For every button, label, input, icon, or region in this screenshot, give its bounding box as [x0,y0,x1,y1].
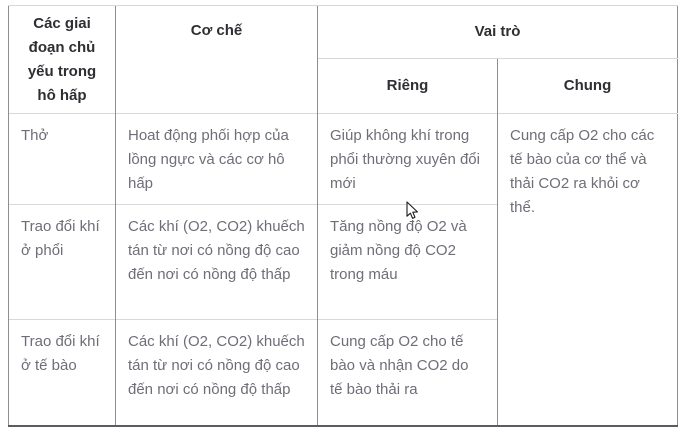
table-row-breathing [9,114,678,205]
cell-role-specific-breathing: Giúp không khí trong phổi thường xuyên đổi mới [318,114,498,205]
respiration-table [8,5,678,427]
header-role-specific: Riêng [318,59,498,114]
cell-role-specific-lung-exchange: Tăng nồng độ O2 và giảm nồng độ CO2 trong máu [318,205,498,320]
cell-stage-cell-exchange: Trao đổi khí ở tế bào [9,320,116,426]
cell-mechanism-lung-exchange: Các khí (O2, CO2) khuếch tán từ nơi có nồng độ cao đến nơi có nồng độ thấp [116,205,318,320]
cell-mechanism-breathing: Hoat động phối hợp của lồng ngực và các cơ hô hấp [116,114,318,205]
header-stages: Các giai đoạn chủ yếu trong hô hấp [9,6,116,114]
cell-stage-breathing: Thở [9,114,116,205]
cell-mechanism-cell-exchange: Các khí (O2, CO2) khuếch tán từ nơi có nồng độ cao đến nơi có nồng độ thấp [116,320,318,426]
cell-stage-lung-exchange: Trao đổi khí ở phổi [9,205,116,320]
cell-role-common: Cung cấp O2 cho các tế bào của cơ thể và thải CO2 ra khỏi cơ thể. [498,114,678,426]
cell-role-specific-cell-exchange: Cung cấp O2 cho tế bào và nhận CO2 do tế bào thải ra [318,320,498,426]
header-row-1 [9,6,678,59]
header-mechanism: Cơ chế [116,6,318,114]
header-role: Vai trò [318,6,678,59]
header-role-common: Chung [498,59,678,114]
